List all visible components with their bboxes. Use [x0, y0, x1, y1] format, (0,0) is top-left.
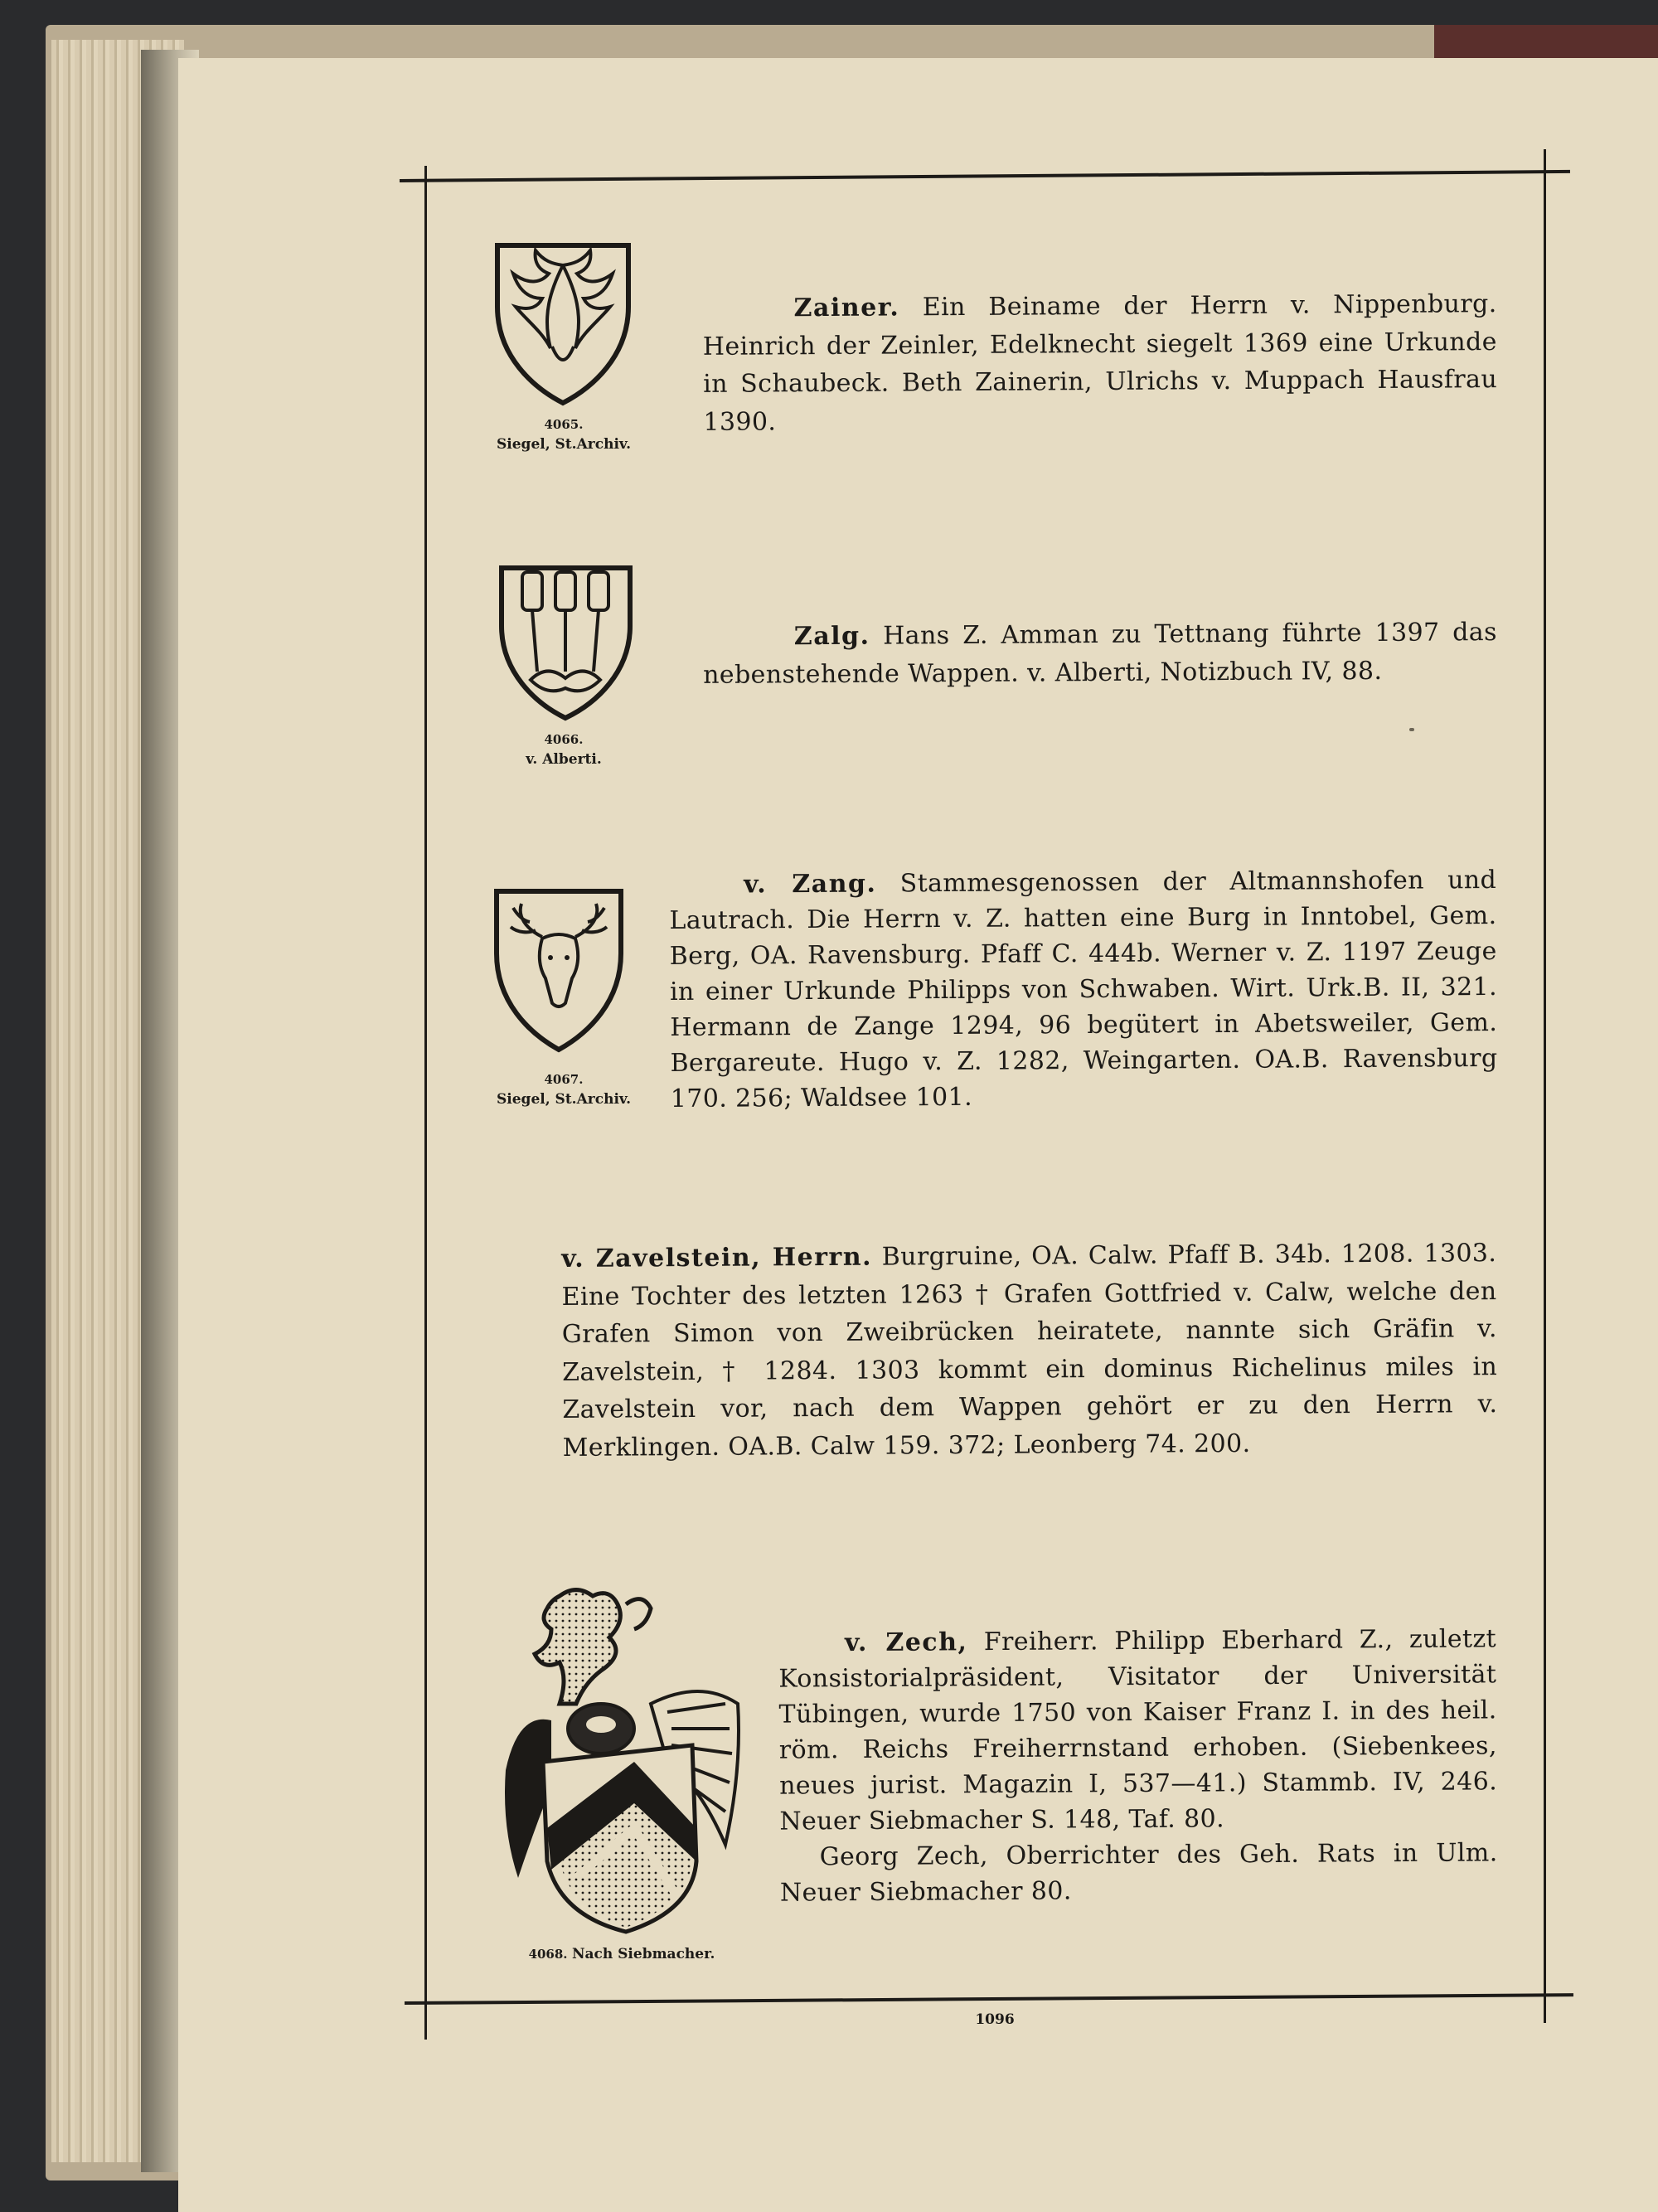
figure-number: 4067. [544, 1072, 584, 1087]
page-number: 1096 [975, 2011, 1015, 2028]
entry-zalg [703, 614, 1498, 694]
lion-crest-coat-of-arms-icon [502, 1579, 742, 1936]
figure-number: 4065. [544, 417, 584, 432]
entry-zang [669, 862, 1498, 1117]
entry-text-continued: Georg Zech, Oberrichter des Geh. Rats in Ulm. Neuer Siebmacher 80. [779, 1838, 1498, 1908]
book-cover-corner [1434, 25, 1658, 58]
entry-zavelstein [561, 1235, 1498, 1466]
figure-caption-4068 [506, 1944, 738, 1964]
eagle-wing-shield-icon [492, 240, 633, 406]
entry-zech [778, 1621, 1498, 1910]
figure-caption-4065 [473, 415, 655, 454]
figure-source: Nach Siebmacher. [571, 1946, 715, 1962]
frame-left-rule [424, 166, 427, 2040]
entry-zainer [702, 285, 1497, 441]
entry-name: v. Zech, [844, 1627, 968, 1658]
entry-name: Zalg. [793, 621, 870, 652]
figure-source: Siegel, St.Archiv. [497, 1091, 631, 1108]
entry-text: Ein Beiname der Herrn v. Nippenburg. Heinrich der Zeinler, Edelknecht siegelt 1369 eine Urkunde in Schaubeck. Beth Zainerin, Ulrichs v. Muppach Hausfrau 1390. [702, 289, 1498, 437]
entry-text: Freiherr. Philipp Eberhard Z., zuletzt Konsistorialpräsident, Visitator der Universität Tübingen, wurde 1750 von Kaiser Franz I. in des heil. röm. Reichs Freiherrnstand erhoben. (Siebenkees, neues jurist. Magazin I, 537—41.) Stammb. IV, 246. Neuer Siebmacher S. 148, Taf. 80. [778, 1624, 1498, 1836]
entry-name: v. Zang. [744, 869, 877, 900]
figure-number: 4066. [544, 732, 584, 747]
figure-caption-4067 [473, 1070, 655, 1109]
figure-caption-4066 [473, 730, 655, 769]
figure-source: Siegel, St.Archiv. [497, 436, 631, 453]
paper-speck [1409, 728, 1414, 731]
entry-text: Hans Z. Amman zu Tettnang führte 1397 das nebenstehende Wappen. v. Alberti, Notizbuch IV, 88. [703, 618, 1497, 690]
entry-name: v. Zavelstein, Herrn. [561, 1242, 873, 1273]
entry-text: Stammesgenossen der Altmannshofen und Lautrach. Die Herrn v. Z. hatten eine Burg in Inntobel, Gem. Berg, OA. Ravensburg. Pfaff C. 444b. Werner v. Z. 1197 Zeuge in einer Urkunde Philipps von Schwaben. Wirt. Urk.B. II, 321. Hermann de Zange 1294, 96 begütert in Abetsweiler, Gem. Bergareute. Hugo v. Z. 1282, Weingarten. OA.B. Ravensburg 170. 256; Waldsee 101. [669, 865, 1498, 1114]
frame-right-rule [1544, 149, 1546, 2023]
entry-text: Burgruine, OA. Calw. Pfaff B. 34b. 1208. 1303. Eine Tochter des letzten 1263 † Grafen Gottfried v. Calw, welche den Grafen Simon von Zweibrücken heiratete, nannte sich Gräfin v. Zavelstein, † 1284. 1303 kommt ein dominus Richelinus miles in Zavelstein vor, nach dem Wappen gehört er zu den Herrn v. Merklingen. OA.B. Calw 159. 372; Leonberg 74. 200. [561, 1239, 1498, 1463]
figure-source: v. Alberti. [526, 751, 602, 768]
three-pins-shield-icon [497, 564, 634, 721]
figure-number: 4068. [528, 1947, 568, 1962]
entry-name: Zainer. [793, 293, 900, 323]
stag-head-shield-icon [492, 887, 625, 1053]
